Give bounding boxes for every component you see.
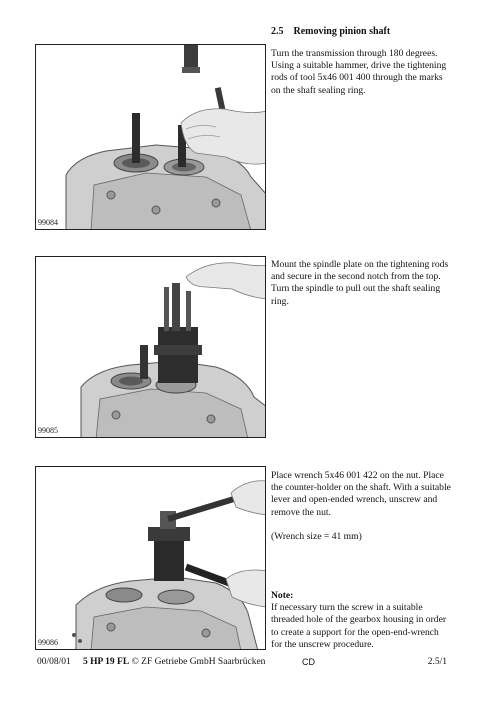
figure-3-photo (35, 466, 266, 650)
figure-1-illustration (36, 45, 266, 230)
footer-code: CD (302, 657, 315, 667)
section-title: Removing pinion shaft (293, 26, 391, 37)
step-2-text (271, 259, 451, 308)
step-2-paragraph-2: Turn the spindle to pull out the shaft sealing ring. (271, 283, 441, 307)
note-block (271, 590, 451, 651)
figure-2-illustration (36, 257, 266, 438)
step-3-paragraph-1: Place wrench 5x46 001 422 on the nut. Place the counter-holder on the shaft. With a suitable lever and open-ended wrench, unscrew and remove the nut. (271, 470, 451, 518)
section-number: 2.5 (271, 26, 284, 37)
footer-model-copyright (83, 657, 265, 667)
step-2-paragraph-1: Mount the spindle plate on the tightening rods and secure in the second notch from the top. (271, 259, 449, 283)
note-text: If necessary turn the screw in a suitable threaded hole of the gearbox housing in order to create a support for the open-end-wrench for the unscrew procedure. (271, 602, 447, 650)
figure-3-illustration (36, 467, 266, 650)
step-1-paragraph-2: Using a suitable hammer, drive the tightening rods of tool 5x46 001 400 through the marks on the shaft sealing ring. (271, 60, 447, 96)
figure-2-number: 99085 (38, 426, 58, 435)
figure-2-photo (35, 256, 266, 438)
step-1-paragraph-1: Turn the transmission through 180 degrees. (271, 48, 438, 59)
footer-page-number: 2.5/1 (427, 657, 447, 667)
footer-date: 00/08/01 (37, 657, 71, 667)
figure-1-number: 99084 (38, 218, 58, 227)
footer-copyright: © ZF Getriebe GmbH Saarbrücken (131, 657, 266, 667)
figure-3-number: 99086 (38, 638, 58, 647)
note-title: Note: (271, 590, 294, 601)
step-1-text (271, 48, 451, 97)
step-3-text (271, 470, 451, 543)
figure-1-photo (35, 44, 266, 230)
section-heading (271, 26, 400, 37)
footer-model: 5 HP 19 FL (83, 657, 130, 667)
step-3-paragraph-2: (Wrench size = 41 mm) (271, 530, 362, 542)
